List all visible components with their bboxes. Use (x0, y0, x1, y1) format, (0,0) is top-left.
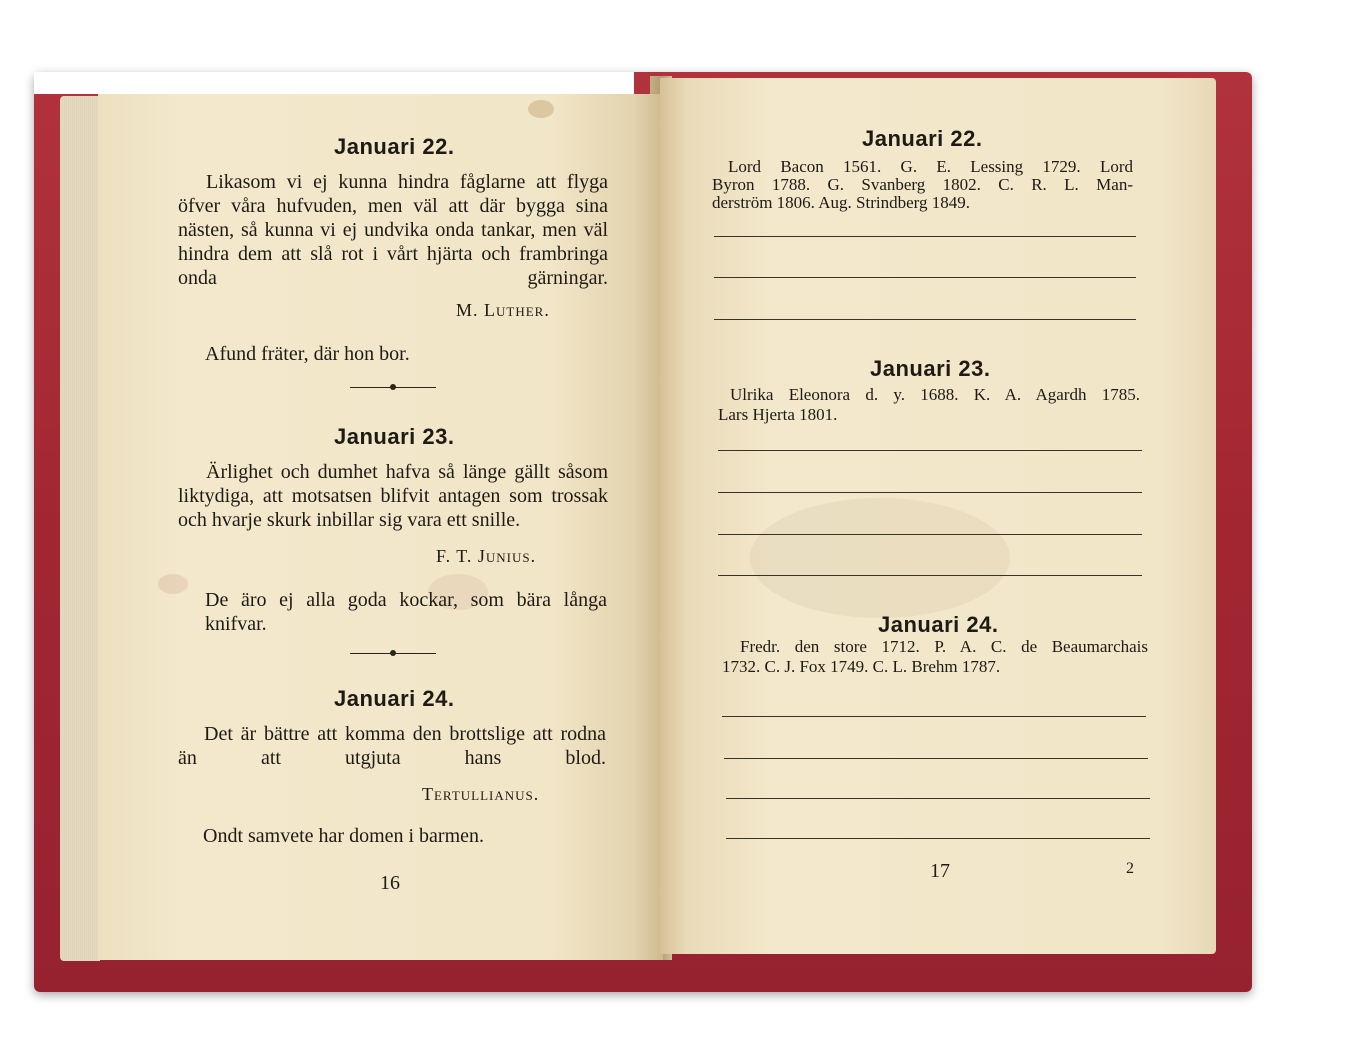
entry-heading: Januari 23. (334, 424, 455, 449)
writing-line (718, 492, 1142, 493)
births-line: Lars Hjerta 1801. (718, 405, 838, 424)
quote-text: Det är bättre att komma den brottslige att rodna än att utgjuta hans blod. (178, 723, 606, 769)
proverb: Afund fräter, där hon bor. (205, 343, 410, 365)
writing-line (718, 575, 1142, 576)
entry-heading: Januari 24. (334, 686, 455, 711)
entry-heading: Januari 22. (334, 134, 455, 159)
quote-author: M. Luther. (456, 300, 550, 320)
quote-text: Ärlighet och dumhet hafva så länge gällt såsom liktydiga, att motsatsen blifvit antagen som trossak och hvarje skurk inbillar sig vara ett snille. (178, 461, 608, 531)
quote-author: F. T. Junius. (436, 546, 537, 566)
writing-line (714, 319, 1136, 320)
page-edges (60, 96, 100, 961)
quote-author: Tertullianus. (422, 784, 540, 804)
page-number: 16 (380, 872, 400, 894)
writing-line (722, 716, 1146, 717)
births-line: 1732. C. J. Fox 1749. C. L. Brehm 1787. (722, 657, 1001, 676)
left-page (98, 94, 663, 960)
writing-line (726, 798, 1150, 799)
quote-text: Likasom vi ej kunna hindra fåglarne att flyga öfver våra hufvuden, men väl att där bygga sina nästen, så kunna vi ej undvika onda tankar, men väl hindra dem att slå rot i vårt hjärta och frambringa onda gärningar. (178, 171, 608, 289)
writing-line (726, 838, 1150, 839)
births-line: derström 1806. Aug. Strindberg 1849. (712, 193, 970, 212)
births-line: Fredr. den store 1712. P. A. C. de Beaumarchais (740, 637, 1148, 656)
proverb: Ondt samvete har domen i barmen. (203, 825, 485, 847)
ornament-divider (350, 382, 436, 392)
births-line: Byron 1788. G. Svanberg 1802. C. R. L. Man- (712, 175, 1133, 194)
proverb: De äro ej alla goda kockar, som bära långa knifvar. (205, 589, 607, 635)
ornament-divider (350, 648, 436, 658)
entry-heading: Januari 24. (878, 612, 999, 637)
writing-line (714, 277, 1136, 278)
entry-heading: Januari 22. (862, 126, 983, 151)
page-number: 17 (930, 860, 950, 882)
writing-line (724, 758, 1148, 759)
births-line: Ulrika Eleonora d. y. 1688. K. A. Agardh 1785. (730, 385, 1140, 404)
writing-line (718, 450, 1142, 451)
signature-mark: 2 (1126, 860, 1134, 877)
writing-line (714, 236, 1136, 237)
entry-heading: Januari 23. (870, 356, 991, 381)
writing-line (718, 534, 1142, 535)
right-page (660, 78, 1216, 954)
births-line: Lord Bacon 1561. G. E. Lessing 1729. Lord (728, 157, 1133, 176)
